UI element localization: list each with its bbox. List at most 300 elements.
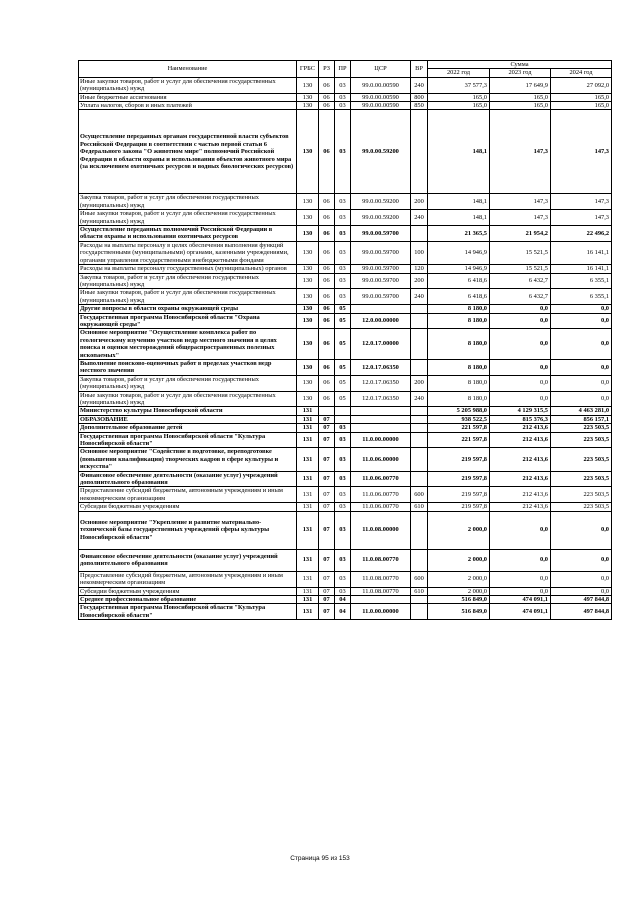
cell-2023: 6 432,7	[490, 273, 551, 289]
cell-rz: 07	[319, 432, 335, 448]
table-row	[79, 604, 612, 620]
cell-vr: 200	[411, 375, 428, 391]
cell-2023: 0,0	[490, 549, 551, 571]
cell-vr: 610	[411, 587, 428, 595]
cell-vr	[411, 511, 428, 549]
cell-vr	[411, 432, 428, 448]
cell-rz: 07	[319, 571, 335, 587]
cell-vr: 200	[411, 194, 428, 210]
cell-2024: 0,0	[551, 549, 612, 571]
cell-2022: 219 597,8	[428, 503, 490, 511]
cell-2024: 223 503,5	[551, 424, 612, 432]
cell-name: Выполнение поисково-оценочных работ в пределах участков недр местного значения	[79, 359, 297, 375]
cell-2024: 0,0	[551, 571, 612, 587]
cell-rz: 06	[319, 77, 335, 93]
cell-csr: 99.0.00.59200	[351, 110, 411, 194]
table-row	[79, 595, 612, 603]
cell-grbs: 131	[297, 549, 319, 571]
col-header-pr: ПР	[335, 61, 351, 78]
cell-2022: 6 418,6	[428, 273, 490, 289]
cell-rz: 07	[319, 503, 335, 511]
cell-name: Иные закупки товаров, работ и услуг для обеспечения государственных (муниципальных) нужд	[79, 391, 297, 407]
cell-name: Финансовое обеспечение деятельности (оказание услуг) учреждений дополнительного образования	[79, 549, 297, 571]
table-row	[79, 424, 612, 432]
cell-2023: 165,0	[490, 102, 551, 110]
cell-2023: 15 521,5	[490, 265, 551, 273]
cell-2023: 17 649,9	[490, 77, 551, 93]
table-row	[79, 407, 612, 415]
cell-name: Осуществление переданных полномочий Российской Федерации в области охраны и использования охотничьих ресурсов	[79, 226, 297, 242]
col-header-csr: ЦСР	[351, 61, 411, 78]
cell-2022: 148,1	[428, 110, 490, 194]
cell-pr: 03	[335, 102, 351, 110]
cell-2024: 497 844,8	[551, 595, 612, 603]
cell-rz: 06	[319, 305, 335, 313]
cell-2023: 212 413,6	[490, 424, 551, 432]
table-row	[79, 511, 612, 549]
cell-grbs: 131	[297, 487, 319, 503]
cell-2022: 8 180,0	[428, 391, 490, 407]
cell-2022: 5 205 988,0	[428, 407, 490, 415]
cell-rz: 06	[319, 273, 335, 289]
cell-pr: 04	[335, 604, 351, 620]
cell-2022: 938 522,5	[428, 415, 490, 423]
cell-2023: 474 091,1	[490, 595, 551, 603]
cell-csr	[351, 305, 411, 313]
cell-2024: 165,0	[551, 93, 612, 101]
cell-rz	[319, 407, 335, 415]
cell-2022: 2 000,0	[428, 587, 490, 595]
cell-2022: 165,0	[428, 93, 490, 101]
cell-grbs: 131	[297, 511, 319, 549]
cell-vr: 240	[411, 210, 428, 226]
page-footer: Страница 95 из 153	[290, 855, 350, 862]
cell-vr	[411, 329, 428, 360]
table-row	[79, 587, 612, 595]
cell-rz: 06	[319, 93, 335, 101]
table-row	[79, 487, 612, 503]
cell-grbs: 131	[297, 587, 319, 595]
cell-grbs: 131	[297, 432, 319, 448]
budget-table-sheet	[78, 60, 611, 620]
cell-pr: 03	[335, 210, 351, 226]
cell-csr: 12.0.17.00000	[351, 329, 411, 360]
cell-grbs: 130	[297, 77, 319, 93]
cell-rz: 07	[319, 595, 335, 603]
cell-name: Среднее профессиональное образование	[79, 595, 297, 603]
cell-pr: 03	[335, 503, 351, 511]
cell-vr	[411, 424, 428, 432]
cell-2023: 15 521,5	[490, 241, 551, 264]
cell-rz: 06	[319, 265, 335, 273]
cell-2023: 147,3	[490, 210, 551, 226]
cell-2023: 212 413,6	[490, 448, 551, 471]
table-row	[79, 77, 612, 93]
cell-name: Расходы на выплаты персоналу в целях обеспечения выполнения функций государственными (муниципальными) органами, казенными учреждениями, органами управления государственными внебюджетными фондами	[79, 241, 297, 264]
cell-csr: 12.0.17.06350	[351, 375, 411, 391]
cell-pr: 03	[335, 194, 351, 210]
cell-2022: 6 418,6	[428, 289, 490, 305]
cell-pr: 05	[335, 359, 351, 375]
cell-rz: 07	[319, 549, 335, 571]
cell-name: Основное мероприятие "Содействие в подготовке, переподготовке (повышении квалификации) творческих кадров в сфере культуры и искусства"	[79, 448, 297, 471]
cell-name: Финансовое обеспечение деятельности (оказание услуг) учреждений дополнительного образования	[79, 471, 297, 487]
cell-2023: 147,3	[490, 110, 551, 194]
cell-2022: 221 597,8	[428, 424, 490, 432]
cell-rz: 07	[319, 587, 335, 595]
cell-grbs: 130	[297, 273, 319, 289]
cell-vr: 610	[411, 503, 428, 511]
cell-grbs: 131	[297, 407, 319, 415]
table-row	[79, 571, 612, 587]
cell-vr	[411, 313, 428, 329]
cell-2024: 147,3	[551, 110, 612, 194]
cell-2023: 147,3	[490, 194, 551, 210]
cell-rz: 07	[319, 471, 335, 487]
cell-csr: 99.0.00.59700	[351, 226, 411, 242]
cell-name: Иные закупки товаров, работ и услуг для обеспечения государственных (муниципальных) нужд	[79, 289, 297, 305]
cell-2023: 4 129 315,5	[490, 407, 551, 415]
cell-rz: 06	[319, 391, 335, 407]
cell-name: Министерство культуры Новосибирской области	[79, 407, 297, 415]
cell-rz: 07	[319, 424, 335, 432]
cell-2024: 0,0	[551, 587, 612, 595]
cell-2022: 148,1	[428, 194, 490, 210]
cell-grbs: 130	[297, 93, 319, 101]
cell-name: Иные бюджетные ассигнования	[79, 93, 297, 101]
cell-2022: 219 597,8	[428, 471, 490, 487]
cell-name: Субсидии бюджетным учреждениям	[79, 587, 297, 595]
budget-table	[78, 60, 612, 620]
cell-2024: 223 503,5	[551, 503, 612, 511]
cell-pr: 03	[335, 549, 351, 571]
cell-grbs: 130	[297, 241, 319, 264]
cell-csr: 12.0.17.06350	[351, 391, 411, 407]
cell-name: Предоставление субсидий бюджетным, автономным учреждениям и иным некоммерческим организациям	[79, 571, 297, 587]
cell-name: Основное мероприятие "Укрепление и развитие материально-технической базы государственных учреждений сферы культуры Новосибирской области"	[79, 511, 297, 549]
cell-2022: 8 180,0	[428, 305, 490, 313]
cell-pr: 05	[335, 391, 351, 407]
cell-2024: 0,0	[551, 329, 612, 360]
table-row	[79, 359, 612, 375]
cell-rz: 06	[319, 241, 335, 264]
cell-csr: 11.0.06.00770	[351, 487, 411, 503]
cell-rz: 06	[319, 226, 335, 242]
cell-csr: 11.0.00.00000	[351, 604, 411, 620]
table-row	[79, 305, 612, 313]
cell-2024: 223 503,5	[551, 432, 612, 448]
cell-2024: 0,0	[551, 391, 612, 407]
cell-2022: 8 180,0	[428, 313, 490, 329]
cell-csr: 99.0.00.59200	[351, 210, 411, 226]
cell-vr: 240	[411, 391, 428, 407]
cell-csr	[351, 424, 411, 432]
cell-2024: 165,0	[551, 102, 612, 110]
cell-2023: 0,0	[490, 329, 551, 360]
cell-rz: 06	[319, 329, 335, 360]
cell-2024: 6 355,1	[551, 289, 612, 305]
cell-vr: 850	[411, 102, 428, 110]
table-row	[79, 471, 612, 487]
cell-csr: 99.0.00.00590	[351, 77, 411, 93]
table-body	[79, 77, 612, 619]
cell-csr: 11.0.06.00770	[351, 503, 411, 511]
cell-2023: 815 376,3	[490, 415, 551, 423]
cell-csr: 99.0.00.59700	[351, 265, 411, 273]
cell-2022: 2 000,0	[428, 571, 490, 587]
cell-2024: 6 355,1	[551, 273, 612, 289]
col-header-2023: 2023 год	[490, 69, 551, 77]
cell-csr: 12.0.00.00000	[351, 313, 411, 329]
cell-name: Другие вопросы в области охраны окружающей среды	[79, 305, 297, 313]
table-row	[79, 102, 612, 110]
cell-2023: 0,0	[490, 511, 551, 549]
cell-2024: 856 157,1	[551, 415, 612, 423]
col-header-rz: РЗ	[319, 61, 335, 78]
cell-2024: 147,3	[551, 194, 612, 210]
table-row	[79, 226, 612, 242]
cell-vr: 240	[411, 289, 428, 305]
col-header-2024: 2024 год	[551, 69, 612, 77]
cell-csr: 11.0.08.00770	[351, 571, 411, 587]
cell-rz: 06	[319, 194, 335, 210]
cell-rz: 07	[319, 415, 335, 423]
cell-csr: 99.0.00.59700	[351, 273, 411, 289]
cell-2023: 0,0	[490, 571, 551, 587]
cell-rz: 07	[319, 487, 335, 503]
cell-name: ОБРАЗОВАНИЕ	[79, 415, 297, 423]
cell-2023: 0,0	[490, 305, 551, 313]
cell-pr: 03	[335, 93, 351, 101]
cell-2023: 0,0	[490, 587, 551, 595]
cell-2024: 22 496,2	[551, 226, 612, 242]
cell-2024: 0,0	[551, 313, 612, 329]
cell-vr: 800	[411, 93, 428, 101]
cell-grbs: 131	[297, 471, 319, 487]
cell-2023: 212 413,6	[490, 471, 551, 487]
cell-pr: 03	[335, 289, 351, 305]
table-row	[79, 415, 612, 423]
cell-pr: 05	[335, 329, 351, 360]
cell-name: Расходы на выплаты персоналу государственных (муниципальных) органов	[79, 265, 297, 273]
cell-pr: 05	[335, 305, 351, 313]
cell-csr: 11.0.00.00000	[351, 432, 411, 448]
cell-vr	[411, 359, 428, 375]
cell-vr: 200	[411, 273, 428, 289]
cell-2023: 0,0	[490, 391, 551, 407]
col-header-2022: 2022 год	[428, 69, 490, 77]
cell-csr: 11.0.06.00770	[351, 471, 411, 487]
cell-name: Государственная программа Новосибирской области "Охрана окружающей среды"	[79, 313, 297, 329]
cell-2023: 0,0	[490, 375, 551, 391]
cell-pr: 03	[335, 571, 351, 587]
cell-grbs: 130	[297, 210, 319, 226]
cell-2022: 2 000,0	[428, 511, 490, 549]
cell-pr	[335, 407, 351, 415]
cell-2022: 37 577,3	[428, 77, 490, 93]
cell-vr	[411, 595, 428, 603]
cell-grbs: 130	[297, 329, 319, 360]
cell-rz: 07	[319, 511, 335, 549]
cell-vr	[411, 415, 428, 423]
cell-pr	[335, 415, 351, 423]
cell-vr	[411, 407, 428, 415]
cell-2024: 0,0	[551, 511, 612, 549]
table-row	[79, 549, 612, 571]
table-row	[79, 210, 612, 226]
cell-name: Иные закупки товаров, работ и услуг для обеспечения государственных (муниципальных) нужд	[79, 77, 297, 93]
cell-csr	[351, 407, 411, 415]
cell-rz: 06	[319, 359, 335, 375]
table-row	[79, 313, 612, 329]
table-row	[79, 194, 612, 210]
cell-grbs: 131	[297, 595, 319, 603]
cell-vr	[411, 226, 428, 242]
cell-2023: 165,0	[490, 93, 551, 101]
cell-csr: 99.0.00.59700	[351, 241, 411, 264]
cell-2024: 147,3	[551, 210, 612, 226]
table-row	[79, 391, 612, 407]
table-row	[79, 329, 612, 360]
cell-pr: 05	[335, 375, 351, 391]
cell-csr: 11.0.06.00000	[351, 448, 411, 471]
cell-2024: 223 503,5	[551, 471, 612, 487]
cell-pr: 03	[335, 265, 351, 273]
cell-pr: 03	[335, 471, 351, 487]
cell-pr: 03	[335, 424, 351, 432]
cell-2024: 27 092,0	[551, 77, 612, 93]
cell-2022: 8 180,0	[428, 329, 490, 360]
cell-vr	[411, 448, 428, 471]
cell-rz: 06	[319, 289, 335, 305]
cell-pr: 04	[335, 595, 351, 603]
cell-rz: 06	[319, 110, 335, 194]
cell-grbs: 131	[297, 415, 319, 423]
cell-2024: 4 463 281,0	[551, 407, 612, 415]
cell-name: Иные закупки товаров, работ и услуг для обеспечения государственных (муниципальных) нужд	[79, 210, 297, 226]
table-row	[79, 110, 612, 194]
cell-csr: 99.0.00.59700	[351, 289, 411, 305]
table-row	[79, 241, 612, 264]
cell-grbs: 131	[297, 503, 319, 511]
cell-name: Предоставление субсидий бюджетным, автономным учреждениям и иным некоммерческим организациям	[79, 487, 297, 503]
cell-grbs: 130	[297, 359, 319, 375]
cell-name: Субсидии бюджетным учреждениям	[79, 503, 297, 511]
cell-2024: 16 141,1	[551, 241, 612, 264]
col-header-vr: ВР	[411, 61, 428, 78]
cell-pr: 03	[335, 432, 351, 448]
cell-name: Дополнительное образование детей	[79, 424, 297, 432]
cell-grbs: 130	[297, 226, 319, 242]
cell-vr: 120	[411, 265, 428, 273]
cell-2022: 14 946,9	[428, 241, 490, 264]
cell-2024: 497 844,8	[551, 604, 612, 620]
table-row	[79, 265, 612, 273]
cell-2022: 14 946,9	[428, 265, 490, 273]
cell-rz: 06	[319, 313, 335, 329]
cell-name: Закупка товаров, работ и услуг для обеспечения государственных (муниципальных) нужд	[79, 194, 297, 210]
cell-2022: 516 849,0	[428, 595, 490, 603]
cell-2023: 21 954,2	[490, 226, 551, 242]
cell-name: Уплата налогов, сборов и иных платежей	[79, 102, 297, 110]
table-row	[79, 375, 612, 391]
cell-grbs: 131	[297, 448, 319, 471]
cell-2024: 223 503,5	[551, 487, 612, 503]
cell-2022: 21 365,5	[428, 226, 490, 242]
cell-2022: 8 180,0	[428, 375, 490, 391]
cell-2023: 212 413,6	[490, 432, 551, 448]
cell-grbs: 130	[297, 313, 319, 329]
cell-2022: 8 180,0	[428, 359, 490, 375]
cell-pr: 05	[335, 313, 351, 329]
table-row	[79, 448, 612, 471]
cell-vr: 600	[411, 487, 428, 503]
cell-csr: 11.0.08.00770	[351, 549, 411, 571]
cell-grbs: 131	[297, 571, 319, 587]
cell-pr: 03	[335, 487, 351, 503]
cell-vr	[411, 305, 428, 313]
table-row	[79, 503, 612, 511]
cell-2023: 6 432,7	[490, 289, 551, 305]
cell-2023: 212 413,6	[490, 503, 551, 511]
cell-grbs: 130	[297, 289, 319, 305]
cell-name: Закупка товаров, работ и услуг для обеспечения государственных (муниципальных) нужд	[79, 375, 297, 391]
cell-2023: 0,0	[490, 359, 551, 375]
table-row	[79, 289, 612, 305]
cell-2022: 516 849,0	[428, 604, 490, 620]
cell-grbs: 130	[297, 194, 319, 210]
cell-2022: 165,0	[428, 102, 490, 110]
cell-name: Закупка товаров, работ и услуг для обеспечения государственных (муниципальных) нужд	[79, 273, 297, 289]
cell-rz: 06	[319, 210, 335, 226]
cell-vr: 100	[411, 241, 428, 264]
cell-2022: 148,1	[428, 210, 490, 226]
cell-2024: 0,0	[551, 305, 612, 313]
cell-vr	[411, 549, 428, 571]
cell-rz: 07	[319, 604, 335, 620]
cell-csr: 99.0.00.00590	[351, 102, 411, 110]
cell-name: Основное мероприятие "Осуществление комплекса работ по геологическому изучению участков недр местного значения в целях поиска и оценки месторождений общераспространенных полезных ископаемых"	[79, 329, 297, 360]
cell-rz: 07	[319, 448, 335, 471]
cell-grbs: 130	[297, 102, 319, 110]
cell-csr	[351, 595, 411, 603]
cell-pr: 03	[335, 241, 351, 264]
cell-grbs: 130	[297, 375, 319, 391]
table-row	[79, 93, 612, 101]
cell-pr: 03	[335, 77, 351, 93]
col-header-sum: Сумма	[428, 61, 612, 69]
cell-2024: 0,0	[551, 375, 612, 391]
cell-grbs: 131	[297, 604, 319, 620]
cell-csr: 11.0.08.00000	[351, 511, 411, 549]
col-header-name: Наименование	[79, 61, 297, 78]
cell-vr: 600	[411, 571, 428, 587]
cell-name: Государственная программа Новосибирской области "Культура Новосибирской области"	[79, 432, 297, 448]
cell-rz: 06	[319, 102, 335, 110]
cell-grbs: 130	[297, 110, 319, 194]
cell-2024: 0,0	[551, 359, 612, 375]
cell-csr	[351, 415, 411, 423]
cell-grbs: 130	[297, 265, 319, 273]
cell-vr	[411, 471, 428, 487]
col-header-grbs: ГРБС	[297, 61, 319, 78]
cell-grbs: 130	[297, 305, 319, 313]
cell-2024: 223 503,5	[551, 448, 612, 471]
cell-2022: 2 000,0	[428, 549, 490, 571]
cell-csr: 12.0.17.06350	[351, 359, 411, 375]
cell-vr	[411, 604, 428, 620]
cell-2023: 212 413,6	[490, 487, 551, 503]
